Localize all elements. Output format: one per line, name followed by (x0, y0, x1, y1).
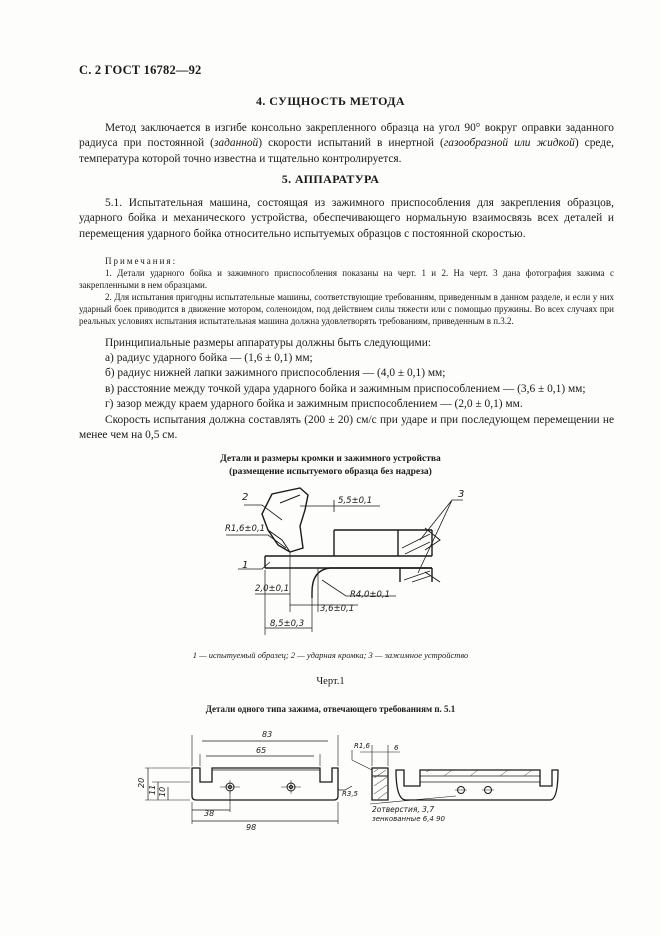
fig1-label-r40: R4,0±0,1 (350, 590, 391, 600)
fig2-label-d83: 83 (262, 730, 273, 739)
fig2-label-d6: 6 (394, 744, 399, 752)
dim-c: в) расстояние между точкой удара ударного бойка и зажимным приспособлением — (3,6 ± 0,1) мм; (105, 382, 586, 395)
fig1-label-r16: R1,6±0,1 (225, 524, 266, 534)
figure-1-title-line1: Детали и размеры кромки и зажимного устройства (220, 454, 441, 464)
paragraph-5-1: 5.1. Испытательная машина, состоящая из зажимного приспособления для закрепления образцов, ударного бойка и механического устройства, обеспечивающего нормальную взаимосвязь всех деталей и перемещения ударного бойка относительно испытуемых образцов с постоянной скоростью. (79, 197, 614, 240)
fig2-label-r16: R1,6 (354, 742, 370, 750)
dim-g: г) зазор между краем ударного бойка и зажимным приспособлением — (2,0 ± 0,1) мм. (105, 398, 523, 411)
figure-1-title-line2: (размещение испытуемого образца без надреза) (229, 467, 432, 477)
fig1-label-2: 2 (242, 492, 249, 503)
section-4-title: 4. СУЩНОСТЬ МЕТОДА (256, 94, 405, 108)
fig2-label-d10: 10 (158, 786, 167, 797)
section-5-title: 5. АППАРАТУРА (281, 172, 380, 186)
fig2-label-d11: 11 (148, 784, 157, 795)
fig2-label-holes-1: 2отверстия, 3,7 (372, 805, 435, 814)
fig2-label-d20: 20 (137, 777, 146, 788)
page-header: С. 2 ГОСТ 16782—92 (79, 63, 202, 77)
note-1: 1. Детали ударного бойка и зажимного приспособления показаны на черт. 1 и 2. На черт. 3 дана фотография зажима с закрепленными в нем образцами. (79, 268, 614, 290)
fig2-label-holes-2: зенкованные 6,4 90 (372, 815, 446, 823)
fig1-label-d85: 8,5±0,3 (270, 619, 305, 629)
section-4-text: Метод заключается в изгибе консольно закрепленного образца на угол 90° вокруг оправки заданного радиуса при постоянной (заданной) скорости испытаний в инертной (газообразной или жидкой) среде, температура которой точно известна и тщательно контролируется. (79, 122, 614, 165)
fig1-label-3: 3 (458, 489, 465, 500)
figure-1-legend: 1 — испытуемый образец; 2 — ударная кромка; 3 — зажимное устройство (192, 650, 469, 660)
note-2: 2. Для испытания пригодны испытательные машины, соответствующие требованиям, приведенным в данном разделе, и если у них ударный боек приводится в движение мотором, соленоидом, под действием силы тяжести или с помощью пружины. Во всех случаях при реальных условиях испытания испытательная машина должна удовлетворять требованиям, приведенным в п.3.2. (79, 292, 614, 326)
fig1-label-d55: 5,5±0,1 (338, 496, 373, 506)
fig2-label-d98: 98 (246, 823, 257, 832)
fig1-label-1: 1 (242, 560, 249, 571)
fig2-label-d65: 65 (256, 746, 267, 755)
fig1-label-d20: 2,0±0,1 (255, 584, 290, 594)
dim-b: б) радиус нижней лапки зажимного приспособления — (4,0 ± 0,1) мм; (105, 367, 446, 380)
fig2-label-r35: R3,5 (342, 790, 358, 798)
figure-1-caption: Черт.1 (316, 676, 345, 687)
dims-intro: Принципиальные размеры аппаратуры должны быть следующими: (105, 337, 432, 349)
figure-2-title: Детали одного типа зажима, отвечающего требованиям п. 5.1 (205, 704, 456, 714)
fig2-label-d38: 38 (204, 809, 215, 818)
notes-title: Примечания: (105, 256, 178, 266)
fig1-label-d36: 3,6±0,1 (320, 604, 355, 614)
speed-text: Скорость испытания должна составлять (200 ± 20) см/с при ударе и при последующем перемещении не менее чем на 0,5 см. (79, 413, 614, 442)
dim-a: а) радиус ударного бойка — (1,6 ± 0,1) мм; (105, 352, 313, 364)
